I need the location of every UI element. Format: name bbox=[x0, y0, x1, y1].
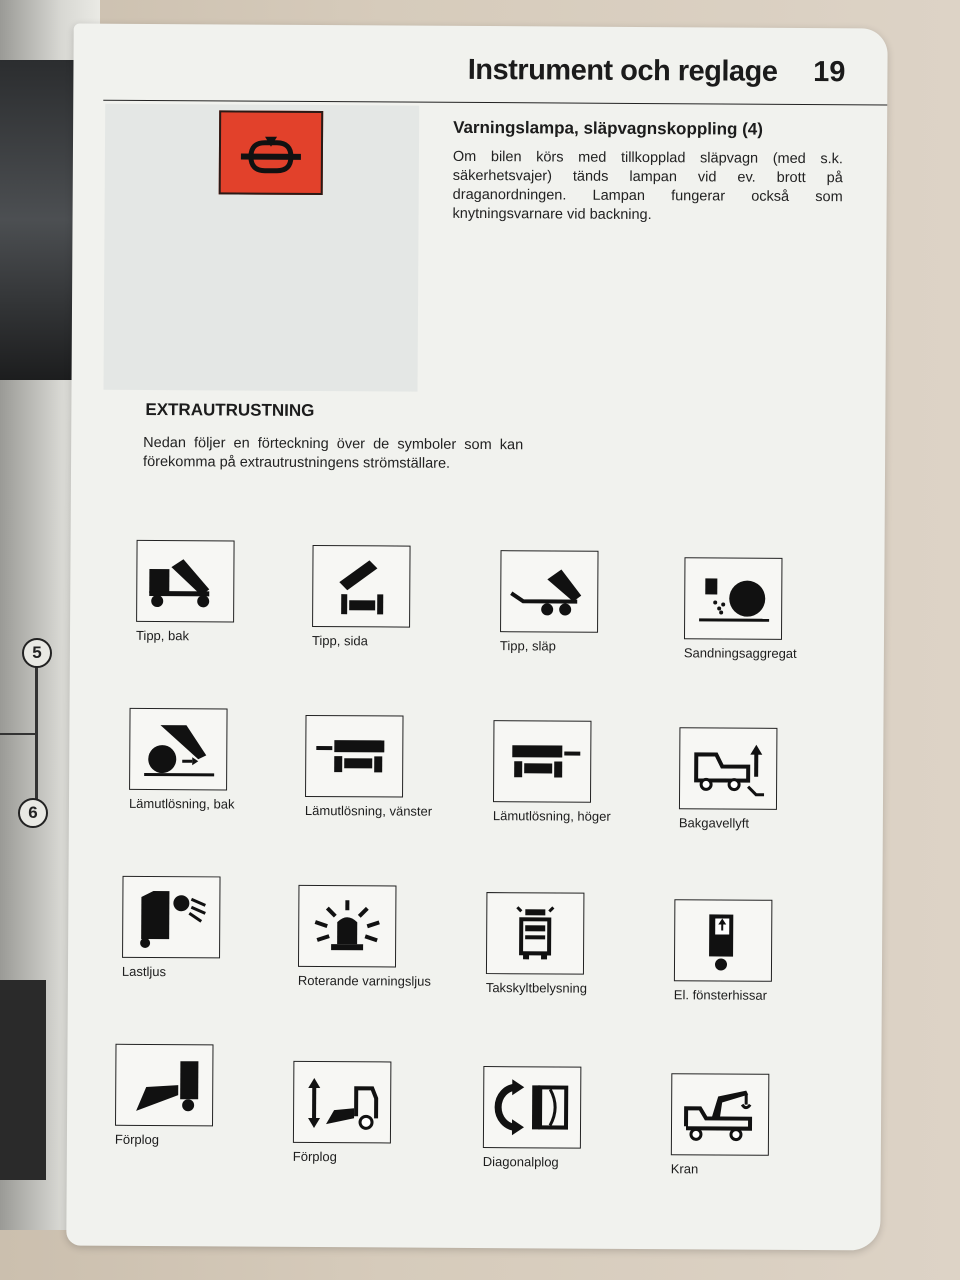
symbol-forplog-1 bbox=[115, 1044, 216, 1148]
tail-lift-icon bbox=[686, 734, 770, 803]
warning-lamp-symbol bbox=[219, 110, 324, 195]
symbol-label: Lämutlösning, höger bbox=[492, 808, 611, 824]
symbol-tipp-bak bbox=[136, 540, 237, 644]
symbol-lamutlosning-hoger bbox=[492, 720, 611, 824]
symbol-tipp-sida bbox=[312, 545, 413, 649]
front-plough-icon bbox=[122, 1051, 206, 1120]
symbol-lastljus bbox=[122, 876, 223, 980]
load-light-icon bbox=[129, 883, 213, 952]
page-number: 19 bbox=[813, 56, 846, 89]
symbol-label: Tipp, bak bbox=[135, 627, 190, 644]
warning-title: Varningslampa, släpvagnskoppling (4) bbox=[453, 117, 764, 139]
symbol-tipp-slap bbox=[500, 550, 601, 654]
symbol-kran bbox=[671, 1073, 772, 1177]
symbol-label: Lämutlösning, bak bbox=[128, 795, 235, 812]
symbol-sandning bbox=[683, 557, 797, 661]
symbol-label: Förplog bbox=[292, 1148, 337, 1165]
symbol-label: Kran bbox=[670, 1161, 699, 1177]
front-plough-lift-icon bbox=[300, 1068, 384, 1137]
tipper-trailer-icon bbox=[507, 557, 591, 626]
symbol-label: Tipp, sida bbox=[311, 632, 368, 649]
rotating-beacon-icon bbox=[305, 892, 389, 961]
roof-sign-light-icon bbox=[493, 899, 577, 968]
symbol-bakgavellyft bbox=[679, 727, 780, 831]
tipper-rear-icon bbox=[143, 547, 227, 616]
symbol-fonsterhissar bbox=[674, 899, 775, 1003]
marker-6: 6 bbox=[18, 798, 48, 828]
symbol-lamutlosning-bak bbox=[128, 708, 235, 812]
symbol-takskylt bbox=[486, 892, 587, 996]
symbol-label: Sandningsaggregat bbox=[683, 645, 797, 661]
symbol-label: Diagonalplog bbox=[482, 1154, 559, 1170]
callout-line bbox=[35, 660, 38, 820]
left-page-photo bbox=[0, 60, 82, 380]
section-intro: Nedan följer en förteckning över de symboler som kan förekomma på extrautrustningens strömställare. bbox=[143, 434, 524, 472]
symbol-forplog-2 bbox=[293, 1061, 394, 1165]
sanding-unit-icon bbox=[691, 564, 775, 633]
diagonal-plough-icon bbox=[490, 1073, 574, 1142]
symbol-label: Lämutlösning, vänster bbox=[304, 802, 433, 819]
left-page-photo-bottom bbox=[0, 980, 46, 1180]
tailgate-release-rear-icon bbox=[136, 715, 220, 784]
symbol-label: Roterande varningsljus bbox=[297, 972, 431, 989]
symbol-label: Lastljus bbox=[121, 963, 167, 980]
warning-text: Om bilen körs med tillkopplad släpvagn (med s.k. säkerhetsvajer) tänds lampan vid ev. brott på draganordningen. Lampan fungerar också som knytningsvarnare vid backning. bbox=[452, 148, 843, 224]
section-heading: EXTRAUTRUSTNING bbox=[145, 399, 315, 421]
callout-line-horizontal bbox=[0, 733, 38, 735]
symbol-label: El. fönsterhissar bbox=[673, 987, 768, 1003]
crane-icon bbox=[678, 1080, 762, 1149]
marker-5: 5 bbox=[22, 638, 52, 668]
tailgate-release-left-icon bbox=[312, 722, 396, 791]
power-window-icon bbox=[681, 906, 765, 975]
symbol-label: Tipp, släp bbox=[499, 638, 556, 654]
tailgate-release-right-icon bbox=[500, 727, 584, 796]
symbol-label: Bakgavellyft bbox=[678, 815, 750, 831]
page-header bbox=[103, 52, 887, 106]
symbol-label: Takskyltbelysning bbox=[485, 980, 588, 996]
symbol-label: Förplog bbox=[114, 1131, 160, 1148]
symbol-lamutlosning-vanster bbox=[304, 715, 433, 819]
page-title: Instrument och reglage bbox=[467, 53, 778, 88]
manual-page bbox=[66, 24, 887, 1251]
tipper-side-icon bbox=[319, 552, 403, 621]
symbol-roterande bbox=[297, 885, 431, 989]
symbol-diagonalplog bbox=[483, 1066, 584, 1170]
trailer-coupling-warning-icon bbox=[221, 112, 321, 193]
